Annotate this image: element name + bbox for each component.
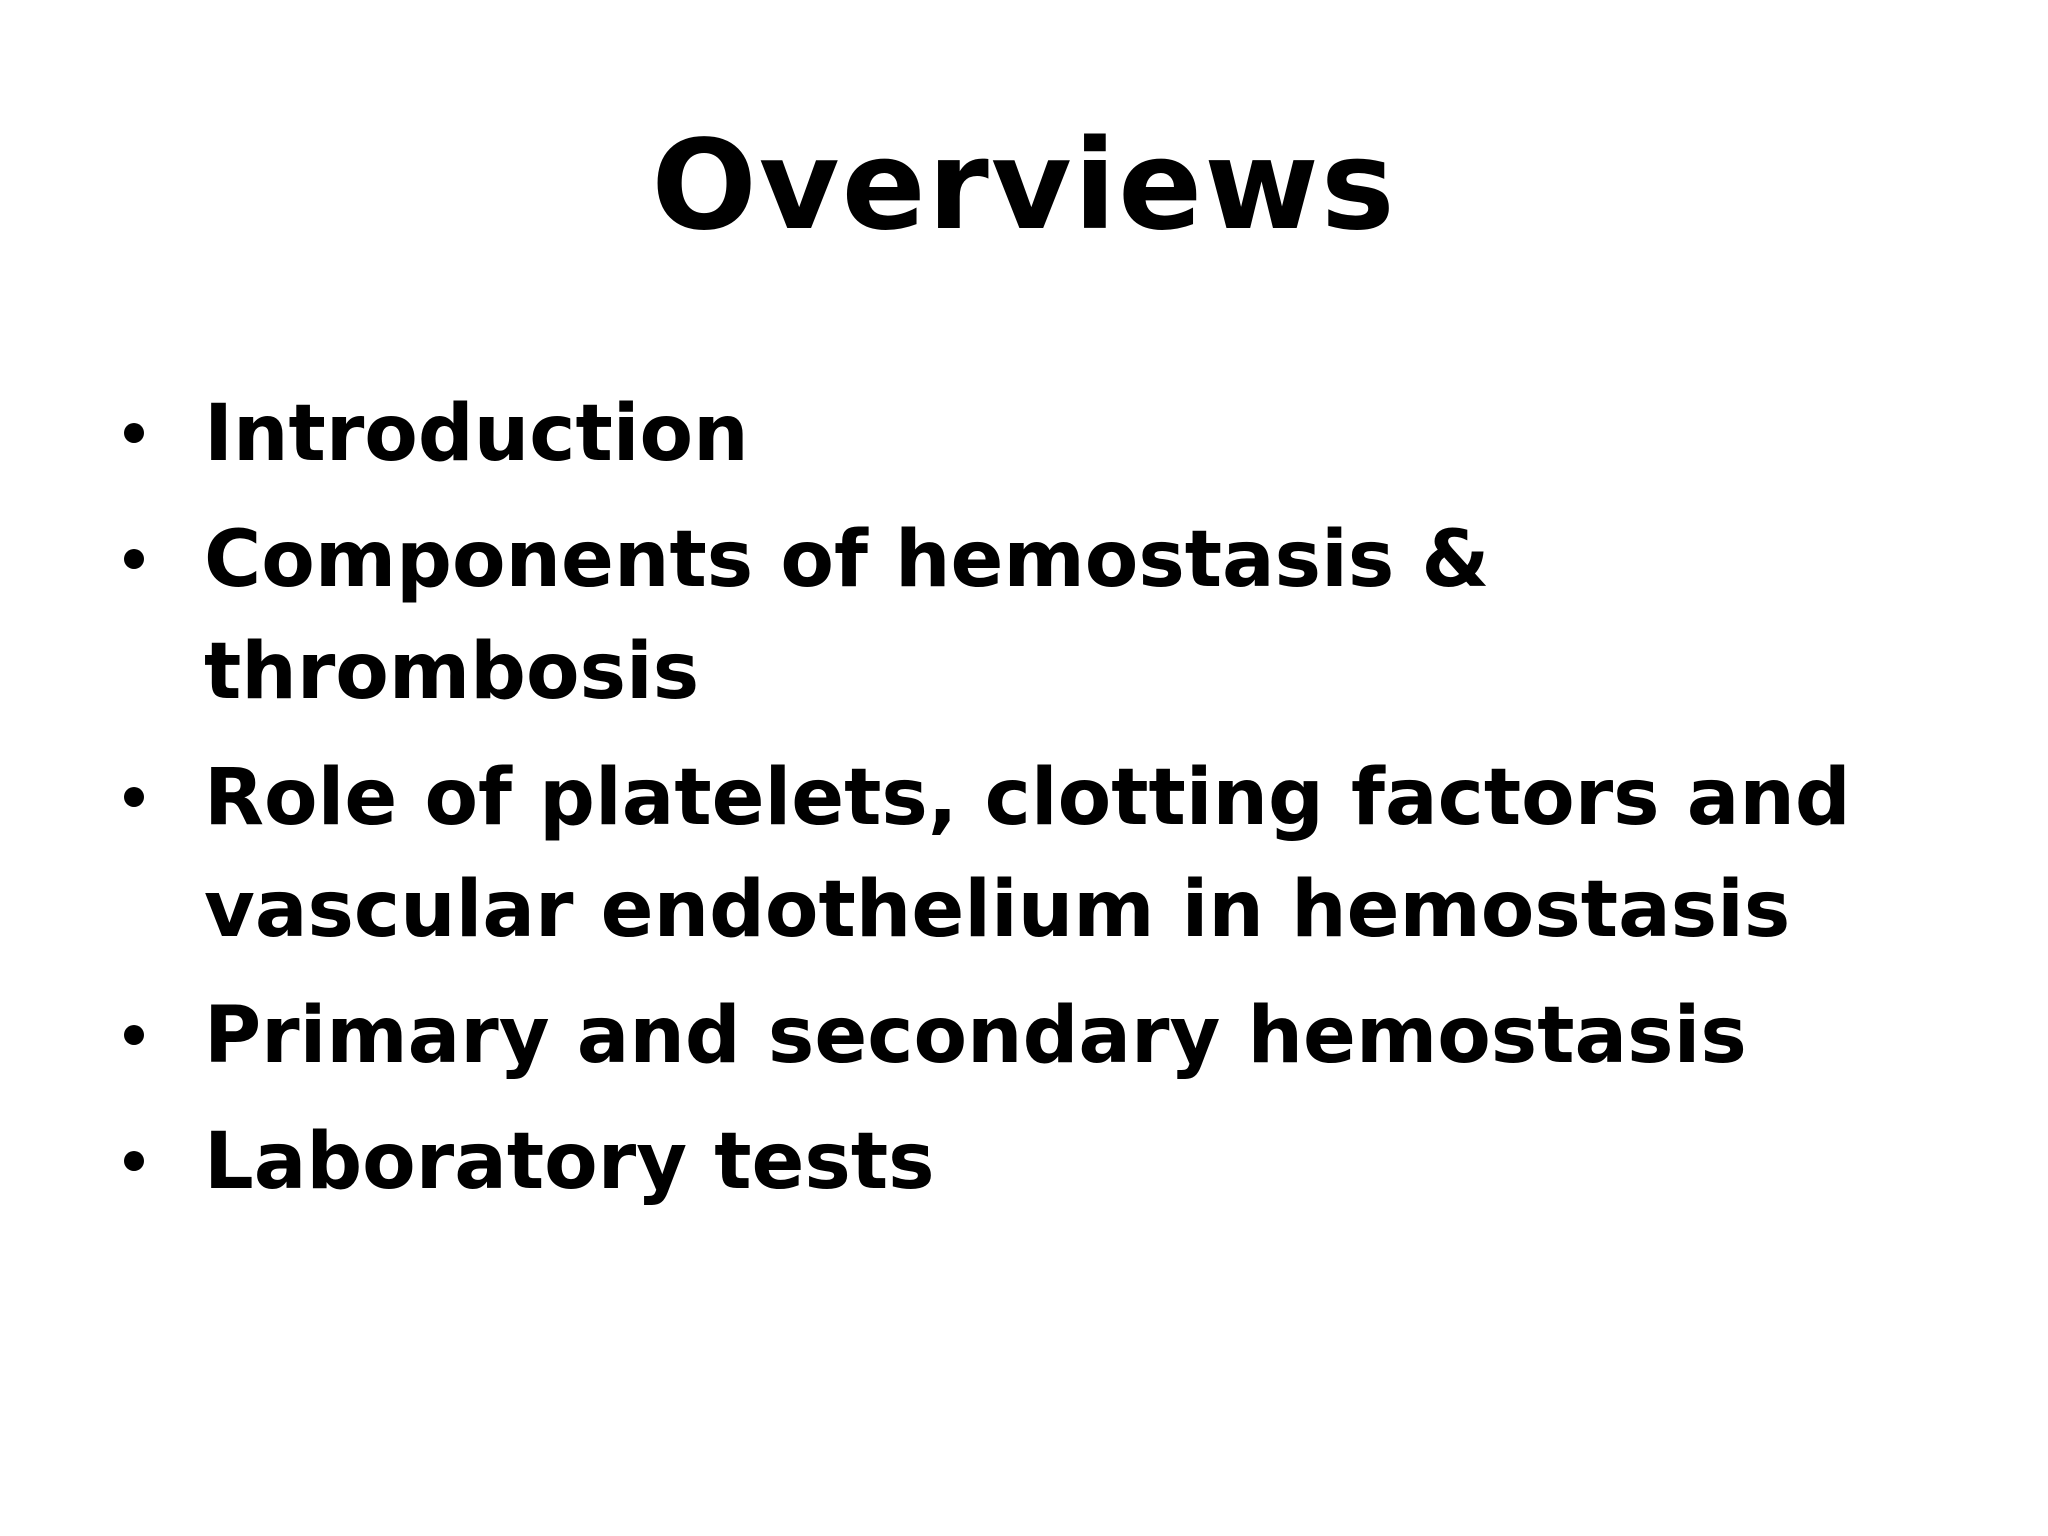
bullet-text-continuation: thrombosis [204, 627, 700, 717]
bullet-item-components [120, 504, 1980, 728]
bullet-dot-icon [124, 423, 144, 443]
slide-title: Overviews [651, 114, 1397, 258]
bullet-item-role [120, 742, 1980, 966]
bullet-text: Introduction [204, 389, 749, 479]
bullet-text: Laboratory tests [204, 1117, 935, 1207]
bullet-text-continuation: vascular endothelium in hemostasis [204, 865, 1791, 955]
bullet-text: Components of hemostasis & [204, 515, 1490, 605]
bullet-dot-icon [124, 787, 144, 807]
bullet-dot-icon [124, 1025, 144, 1045]
bullet-item-primary-secondary [120, 980, 1980, 1092]
bullet-item-laboratory [120, 1106, 1980, 1218]
bullet-item-introduction [120, 378, 1980, 490]
bullet-list [120, 378, 1980, 1232]
bullet-dot-icon [124, 1151, 144, 1171]
bullet-text: Role of platelets, clotting factors and [204, 753, 1851, 843]
bullet-text: Primary and secondary hemostasis [204, 991, 1747, 1081]
bullet-dot-icon [124, 549, 144, 569]
